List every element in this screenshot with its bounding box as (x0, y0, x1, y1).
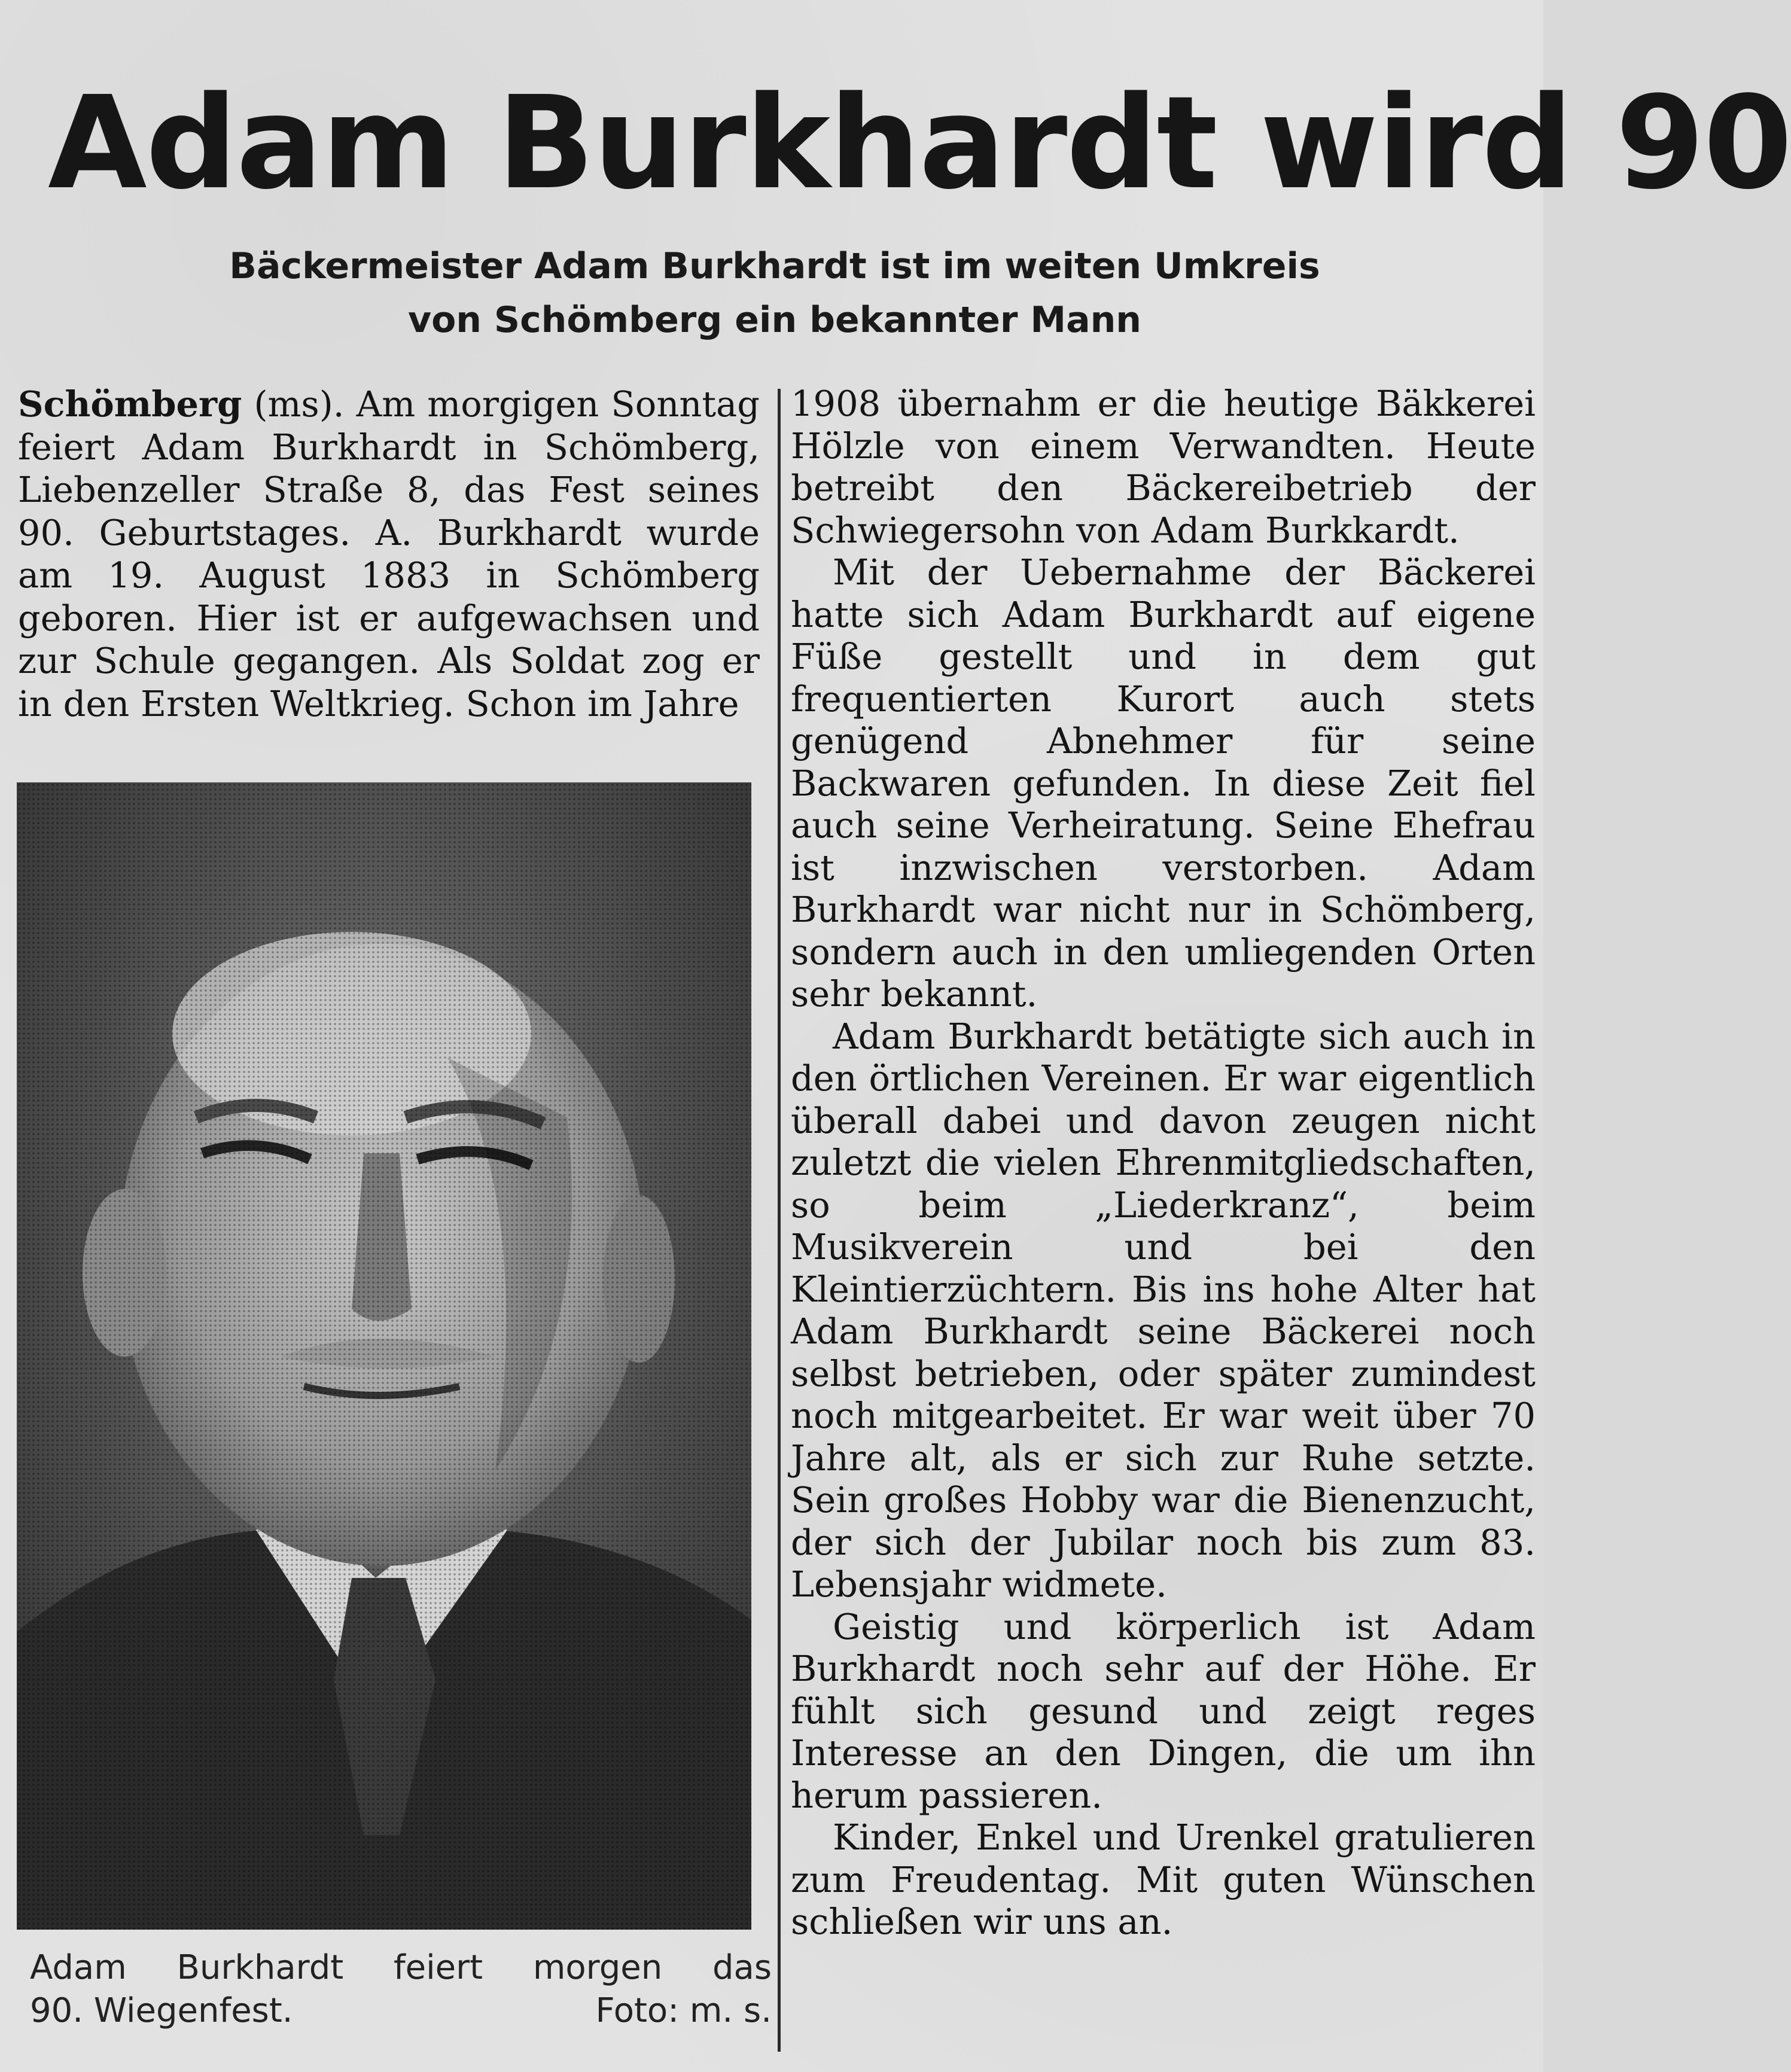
article-paragraph-5: Kinder, Enkel und Urenkel gratulieren zum Freudentag. Mit guten Wünschen schließen wir uns an. (791, 1817, 1536, 1942)
caption-line-2-row (30, 1989, 772, 2033)
portrait-photo (17, 782, 751, 1930)
subheadline (138, 239, 1412, 347)
photo-caption (30, 1946, 772, 2033)
column-divider (778, 389, 781, 2052)
article-paragraph-4: Geistig und körperlich ist Adam Burkhardt noch sehr auf der Höhe. Er fühlt sich gesund und zeigt reges Interesse an den Dingen, die um ihn herum passieren. (791, 1605, 1536, 1816)
photo-credit: Foto: m. s. (595, 1991, 772, 2030)
article-column-right (791, 383, 1536, 1943)
headline: Adam Burkhardt wird 90 (48, 69, 1791, 218)
portrait-illustration (17, 782, 751, 1930)
article-paragraph-3: Adam Burkhardt betätigte sich auch in den örtlichen Vereinen. Er war eigentlich überall dabei und davon zeugen nicht zuletzt die vielen Ehrenmitgliedschaften, so beim „Liederkranz“, beim Musikverein und bei den Kleintierzüchtern. Bis ins hohe Alter hat Adam Burkhardt seine Bäckerei noch selbst betrieben, oder später zumindest noch mitgearbeitet. Er war weit über 70 Jahre alt, als er sich zur Ruhe setzte. Sein großes Hobby war die Bienenzucht, der sich der Jubilar noch bis zum 83. Lebensjahr widmete. (791, 1015, 1536, 1605)
caption-line-2: 90. Wiegenfest. (30, 1991, 293, 2030)
article-paragraph-1-continued: 1908 übernahm er die heutige Bäkkerei Hölzle von einem Verwandten. Heute betreibt den Bäckereibetrieb der Schwiegersohn von Adam Burkkardt. (791, 383, 1536, 551)
dateline: Schömberg (18, 383, 242, 425)
article-paragraph-2: Mit der Uebernahme der Bäckerei hatte sich Adam Burkhardt auf eigene Füße gestellt und in dem gut frequentierten Kurort auch stets genügend Abnehmer für seine Backwaren gefunden. In diese Zeit fiel auch seine Verheiratung. Seine Ehefrau ist inzwischen verstorben. Adam Burkhardt war nicht nur in Schömberg, sondern auch in den umliegenden Orten sehr bekannt. (791, 551, 1536, 1014)
caption-line-1: Adam Burkhardt feiert morgen das (30, 1948, 772, 1987)
article-paragraph-intro (18, 383, 760, 725)
subheadline-line-1: Bäckermeister Adam Burkhardt ist im weiten Umkreis (229, 245, 1320, 287)
intro-text: (ms). Am morgigen Sonntag feiert Adam Burkhardt in Schömberg, Liebenzeller Straße 8, das Fest seines 90. Geburtstages. A. Burkhardt wurde am 19. August 1883 in Schömberg geboren. Hier ist er aufgewachsen und zur Schule gegangen. Als Soldat zog er in den Ersten Weltkrieg. Schon im Jahre (18, 383, 760, 724)
subheadline-line-2: von Schömberg ein bekannter Mann (407, 299, 1142, 341)
article-column-left (18, 383, 760, 725)
